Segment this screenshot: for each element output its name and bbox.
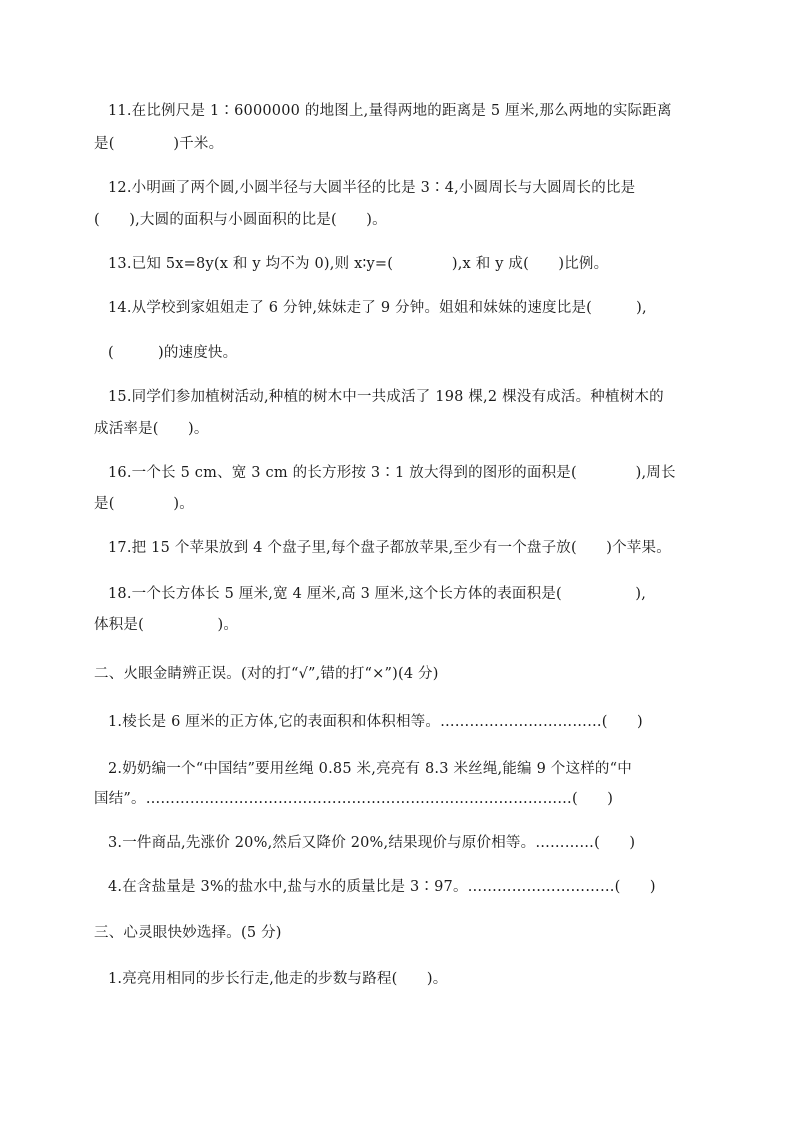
question-11-line-2: 是( )千米。 — [94, 136, 224, 152]
question-15-line-2: 成活率是( )。 — [94, 421, 209, 437]
section-3-item-1: 1.亮亮用相同的步长行走,他走的步数与路程( )。 — [108, 971, 448, 987]
question-12-line-2: ( ),大圆的面积与小圆面积的比是( )。 — [94, 212, 387, 228]
question-12-line-1: 12.小明画了两个圆,小圆半径与大圆半径的比是 3∶4,小圆周长与大圆周长的比是 — [108, 180, 636, 196]
section-2-item-1: 1.棱长是 6 厘米的正方体,它的表面积和体积相等。……………………………( ) — [108, 714, 643, 730]
section-2-item-2-line-2: 国结”。……………………………………………………………………………( ) — [94, 791, 614, 807]
question-17-line-1: 17.把 15 个苹果放到 4 个盘子里,每个盘子都放苹果,至少有一个盘子放( )个苹果。 — [108, 540, 671, 556]
question-14-line-1: 14.从学校到家姐姐走了 6 分钟,妹妹走了 9 分钟。姐姐和妹妹的速度比是( ), — [108, 300, 647, 316]
section-2-item-4: 4.在含盐量是 3%的盐水中,盐与水的质量比是 3∶97。…………………………( ) — [108, 879, 656, 895]
section-2-item-2-line-1: 2.奶奶编一个“中国结”要用丝绳 0.85 米,亮亮有 8.3 米丝绳,能编 9 个这样的“中 — [108, 761, 632, 777]
question-13-line-1: 13.已知 5x=8y(x 和 y 均不为 0),则 x∶y=( ),x 和 y 成( )比例。 — [108, 256, 609, 272]
section-3-title: 三、心灵眼快妙选择。(5 分) — [94, 925, 282, 941]
question-18-line-2: 体积是( )。 — [94, 617, 239, 633]
question-16-line-2: 是( )。 — [94, 496, 194, 512]
question-11-line-1: 11.在比例尺是 1∶6000000 的地图上,量得两地的距离是 5 厘米,那么两地的实际距离 — [108, 103, 672, 119]
question-15-line-1: 15.同学们参加植树活动,种植的树木中一共成活了 198 棵,2 棵没有成活。种植树木的 — [108, 389, 664, 405]
section-2-item-3: 3.一件商品,先涨价 20%,然后又降价 20%,结果现价与原价相等。…………( ) — [108, 835, 636, 851]
question-18-line-1: 18.一个长方体长 5 厘米,宽 4 厘米,高 3 厘米,这个长方体的表面积是( ), — [108, 586, 647, 602]
section-2-title: 二、火眼金睛辨正误。(对的打“√”,错的打“×”)(4 分) — [94, 666, 439, 682]
question-16-line-1: 16.一个长 5 cm、宽 3 cm 的长方形按 3∶1 放大得到的图形的面积是( ),周长 — [108, 465, 676, 481]
question-14-line-2: ( )的速度快。 — [108, 345, 238, 361]
